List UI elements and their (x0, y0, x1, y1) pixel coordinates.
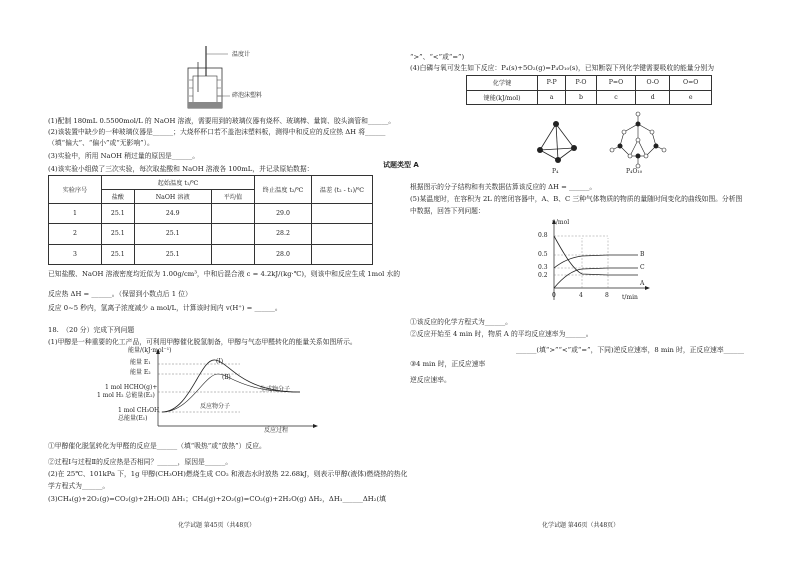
cell-diff (312, 224, 373, 244)
ytick-0.3: 0.3 (538, 264, 548, 271)
right-q5-1: ①该反应的化学方程式为______。 (410, 318, 512, 326)
header-bond: 化学键 (467, 76, 538, 91)
q18-q3b: 学方程式为______。 (48, 482, 110, 490)
series-label-a: A (640, 280, 645, 287)
ytick-0.8: 0.8 (538, 232, 548, 239)
bond-value: b (566, 90, 597, 105)
header-naoh: NaOH 溶液 (134, 190, 211, 204)
cell-naoh: 24.9 (134, 204, 211, 224)
header-energy: 键能(kJ/mol) (467, 90, 538, 105)
header-start-temp: 起始温度 t₁/℃ (102, 176, 255, 190)
cell-avg (211, 224, 254, 244)
thermometer-label: 温度计 (232, 51, 251, 58)
curve-label-2: (Ⅱ) (222, 374, 231, 381)
level-low-label-2: 总能量(E₁) (118, 415, 148, 422)
right-top-text: “>”、“<”或“=”) (410, 53, 465, 61)
cell-no: 1 (49, 204, 102, 224)
q17-part7: 反应 0~5 秒内，氢离子浓度减少 a mol/L，计算该时间内 v(H⁺) = ______。 (48, 304, 282, 312)
right-q5-a: (5)某温度时，在容积为 2L 的密闭容器中，A、B、C 三种气体物质的物质的量随时间变化的曲线如图。分析图 (410, 195, 743, 203)
right-footer: 化学试题 第46页（共48页） (542, 522, 620, 529)
right-q4-dh: 根据图示的分子结构和有关数据估算该反应的 ΔH = ______。 (410, 183, 597, 191)
table-row (49, 224, 373, 244)
table-row (49, 204, 373, 224)
product-label: 生成物分子 (260, 386, 291, 393)
bond-name: P-P (538, 76, 566, 91)
right-q5-3: ______(填“>”“<”或“=”，下同)逆反应速率，8 min 时，正反应速率______ (516, 346, 745, 354)
q18-q1: ①甲醇催化脱氢转化为甲醛的反应是______（填“吸热”或“放热”）反应。 (48, 442, 266, 450)
cell-naoh: 25.1 (134, 224, 211, 244)
right-q4-text: (4)白磷与氧可发生如下反应：P₄(s)+5O₂(g)=P₄O₁₀(s)，已知断裂下列化学键需要吸收的能量分别为 (410, 64, 714, 72)
cell-hcl: 25.1 (102, 204, 135, 224)
q18-q3a: (2)在 25℃、101kPa 下，1g 甲醇(CH₃OH)燃烧生成 CO₂ 和液态水时放热 22.68kJ，则表示甲醇(液体)燃烧热的热化 (48, 470, 408, 478)
q18-q4: (3)CH₄(g)+2O₂(g)=CO₂(g)+2H₂O(l) ΔH₁；CH₄(g)+2O₂(g)=CO₂(g)+2H₂O(g) ΔH₂，ΔH₁______ΔH₂(填 (48, 495, 386, 503)
q18-part1: (1)甲醇是一种重要的化工产品，可利用甲醇催化脱氢制备，甲醇与气态甲醛转化的能量关系如图所示。 (48, 338, 357, 346)
q17-part2a: (2)该装置中缺少的一种玻璃仪器是______；大烧杯杯口若不盖泡沫塑料板，测得中和反应的反应热 ΔH 将______ (48, 128, 386, 136)
left-footer: 化学试题 第45页（共48页） (178, 522, 256, 529)
level-mid-label-2: 1 mol H₂ 总能量(E₂) (97, 392, 155, 399)
cell-end: 29.0 (255, 204, 312, 224)
energy-label-2: 能量 E₂ (130, 369, 151, 376)
header-end-temp: 终止温度 t₂/℃ (255, 176, 312, 204)
cell-naoh: 25.1 (134, 244, 211, 264)
cell-diff (312, 244, 373, 264)
q17-part4: (4)该实验小组做了三次实验，每次取盐酸和 NaOH 溶液各 100mL，并记录原始数据： (48, 165, 314, 173)
p4o10-molecule (608, 110, 668, 170)
p4-label: P₄ (552, 168, 559, 175)
q17-part5: 已知盐酸、NaOH 溶液密度均近似为 1.00g/cm³，中和后混合液 c = 4.2kJ/(kg·℃)，则该中和反应生成 1mol 水的 (48, 270, 401, 278)
right-q5-5: 逆反应速率。 (410, 376, 451, 384)
table-row (49, 244, 373, 264)
q17-part6: 反应热 ΔH = ______。（保留到小数点后 1 位） (48, 290, 192, 298)
bond-name: O-O (636, 76, 670, 91)
bond-value: d (636, 90, 670, 105)
p4o10-label: P₄O₁₀ (626, 168, 643, 175)
divider-label: 试题类型 A (383, 161, 419, 169)
level-low-label: 1 mol CH₃OH (118, 407, 160, 414)
cell-avg (211, 204, 254, 224)
ytick-0.5: 0.5 (538, 251, 548, 258)
series-label-c: C (640, 264, 645, 271)
foam-label: 碎泡沫塑料 (232, 92, 263, 99)
cell-diff (312, 204, 373, 224)
bond-value: e (670, 90, 712, 105)
right-q5-4: ③4 min 时，正反应速率 (410, 360, 486, 368)
q18-heading: 18. （20 分）完成下列问题 (48, 326, 135, 334)
cell-hcl: 25.1 (102, 244, 135, 264)
curve-label-1: (Ⅰ) (216, 358, 224, 365)
cell-no: 3 (49, 244, 102, 264)
bond-name: O=O (670, 76, 712, 91)
xtick-4: 4 (579, 292, 583, 299)
diagram-ylabel: 能量/(kJ·mol⁻¹) (128, 347, 172, 354)
header-hcl: 盐酸 (102, 190, 135, 204)
right-q5-2: ②反应开始至 4 min 时，物质 A 的平均反应速率为______。 (410, 330, 593, 338)
cell-end: 28.2 (255, 224, 312, 244)
bond-energy-table (466, 75, 712, 105)
cell-no: 2 (49, 224, 102, 244)
bond-value: c (596, 90, 635, 105)
experiment-data-table (48, 175, 373, 265)
chart-ylabel: n/mol (552, 219, 570, 226)
right-page (400, 0, 800, 566)
level-mid-label: 1 mol HCHO(g)+ (105, 384, 158, 391)
xtick-8: 8 (605, 292, 609, 299)
ytick-0.2: 0.2 (538, 272, 548, 279)
series-label-b: B (640, 251, 645, 258)
p4-molecule (532, 118, 582, 168)
q17-part3: (3)实验中，所用 NaOH 稍过量的原因是______。 (48, 152, 199, 160)
bond-name: P-O (566, 76, 597, 91)
reactant-label: 反应物分子 (200, 403, 231, 410)
diagram-xlabel: 反应过程 (264, 427, 289, 434)
cell-end: 28.0 (255, 244, 312, 264)
bond-name: P=O (596, 76, 635, 91)
xtick-0: 0 (552, 292, 556, 299)
q17-part1: (1)配制 180mL 0.5500mol/L 的 NaOH 溶液，需要用到的玻璃仪器有烧杯、玻璃棒、量筒、胶头滴管和______。 (48, 117, 396, 125)
header-avg: 平均值 (211, 190, 254, 204)
q18-q2: ②过程Ⅰ与过程Ⅱ的反应热是否相同？______，原因是______。 (48, 458, 233, 466)
energy-label-1: 能量 E₁ (130, 359, 151, 366)
right-q5-b: 中数据，回答下列问题： (410, 207, 485, 215)
chart-xlabel: t/min (622, 294, 638, 301)
q17-part2b: （填“偏大”、“偏小”或“无影响”）。 (48, 139, 154, 147)
cell-avg (211, 244, 254, 264)
bond-value: a (538, 90, 566, 105)
header-no: 实验序号 (49, 176, 102, 204)
header-temp-diff: 温差 (t₂ - t₁)/℃ (312, 176, 373, 204)
cell-hcl: 25.1 (102, 224, 135, 244)
